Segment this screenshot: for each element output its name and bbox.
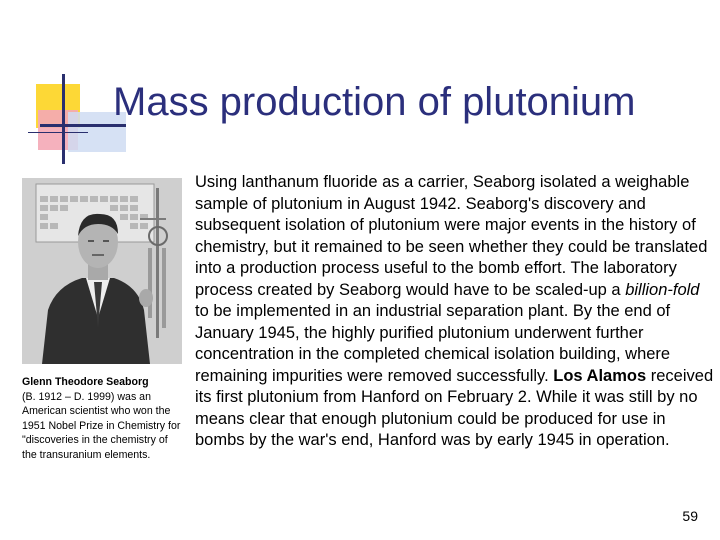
body-segment-2: to be implemented in an industrial separation plant. By the end of January 1945, the highly purified plutonium underwent further concentration in the completed chemical isolation building, where remaining impurities were removed successfully. (195, 302, 671, 385)
body-strong: Los Alamos (553, 366, 647, 385)
photo-illustration (22, 178, 182, 364)
body-segment-1: Using lanthanum fluoride as a carrier, Seaborg isolated a weighable sample of plutonium in August 1942. Seaborg's discovery and subsequent isolation of plutonium were major events in the history of chemistry, but it remained to be seen whether they could be translated into a production process useful to the bomb effort. The laboratory process created by Seaborg would have to be scaled-up a (195, 173, 708, 299)
caption-text: (B. 1912 – D. 1999) was an American scientist who won the 1951 Nobel Prize in Chemistry for "discoveries in the chemistry of the transuranium elements. (22, 390, 181, 461)
body-paragraph (195, 172, 715, 452)
body-segment-3: received its first plutonium from Hanford on February 2. While it was still by no means clear that enough plutonium could be produced for use in bombs by the war's end, Hanford was by early 1945 in operation. (195, 366, 714, 449)
slide-title: Mass production of plutonium (113, 80, 636, 124)
seaborg-photo (22, 178, 182, 364)
deco-horizontal-line-thin (28, 132, 88, 133)
page-number: 59 (682, 508, 698, 524)
body-emphasis: billion-fold (625, 280, 700, 299)
deco-vertical-line (62, 74, 65, 164)
photo-caption (22, 375, 182, 462)
caption-name: Glenn Theodore Seaborg (22, 376, 149, 388)
body-text (195, 172, 715, 452)
